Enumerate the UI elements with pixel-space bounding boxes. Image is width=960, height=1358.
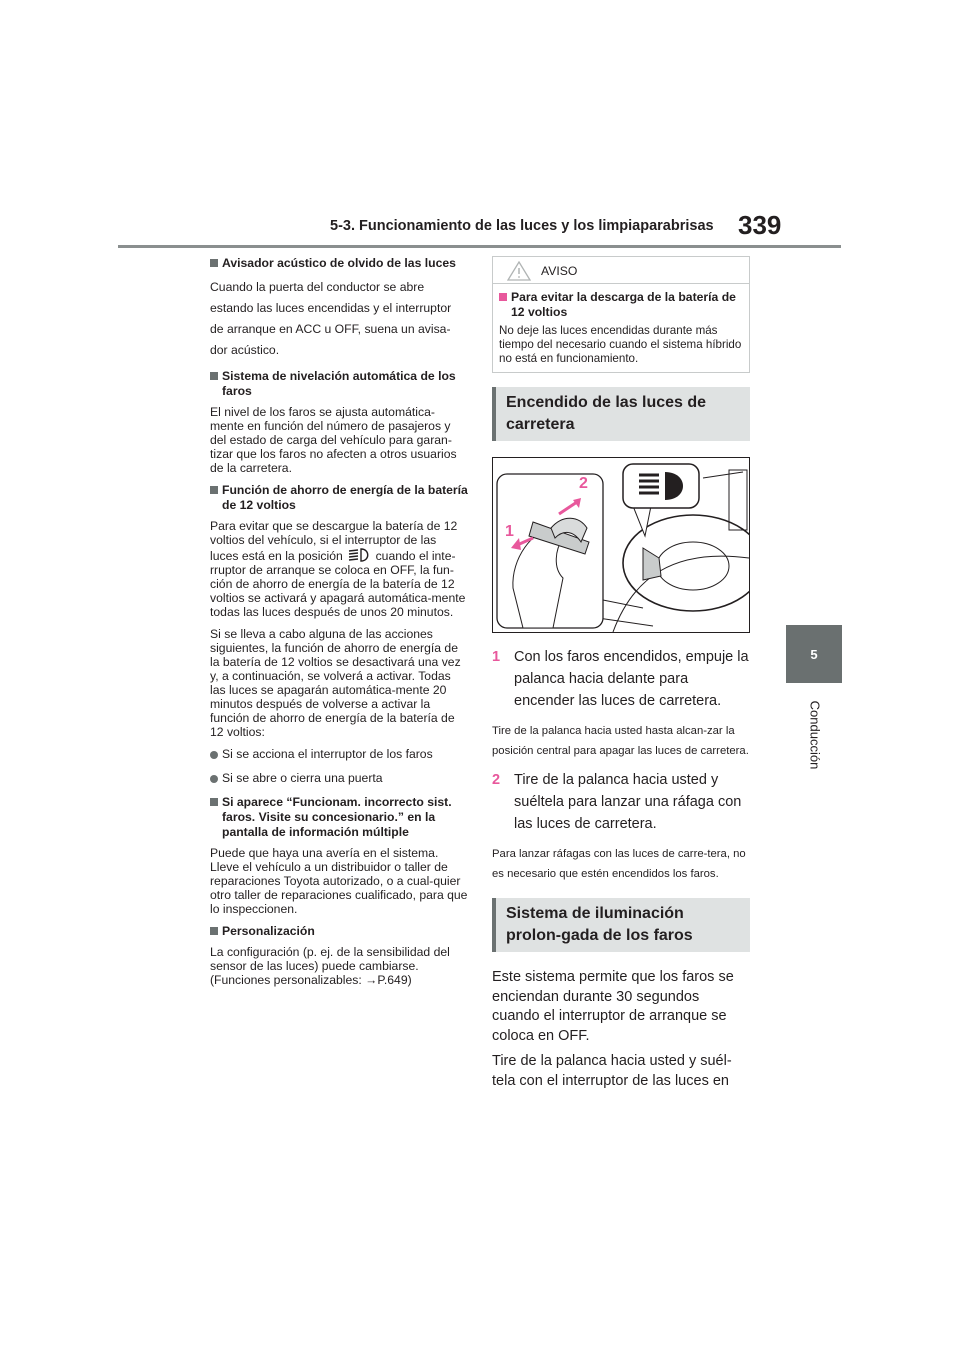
figure-label-1: 1 [505, 523, 514, 540]
lever-illustration [492, 457, 750, 633]
header-section-title: 5-3. Funcionamiento de las luces y los limpiaparabrisas [330, 218, 714, 234]
warning-title: AVISO [541, 264, 578, 278]
step-1-note: Tire de la palanca hacia usted hasta alcan-zar la posición central para apagar las luces de carretera. [492, 725, 749, 757]
paragraph: Este sistema permite que los faros se enciendan durante 30 segundos cuando el interruptor de arranque se coloca en OFF. [492, 969, 734, 1044]
warning-triangle-icon [507, 261, 531, 281]
heading-auto-leveling: Sistema de nivelación automática de los faros [210, 369, 468, 399]
paragraph: Puede que haya una avería en el sistema. Lleve el vehículo a un distribuidor o taller de reparaciones Toyota autorizado, o a cual-quier otro taller de reparaciones cualificado, para que lo inspeccionen. [210, 846, 468, 916]
heading-acoustic-warning: Avisador acústico de olvido de las luces [210, 256, 468, 271]
page-number: 339 [738, 210, 782, 240]
chapter-label-text: Conducción [807, 700, 823, 770]
warning-header [493, 257, 749, 284]
paragraph: La configuración (p. ej. de la sensibilidad del sensor de las luces) puede cambiarse. (Funciones personalizables: →P.649) [210, 945, 450, 987]
step-2: 2 Tire de la palanca hacia usted y suéltela para lanzar una ráfaga con las luces de carretera. [492, 772, 742, 832]
right-column [492, 256, 750, 1097]
warning-heading: Para evitar la descarga de la batería de 12 voltios [499, 290, 743, 320]
chapter-tab: 5 [786, 625, 842, 683]
bullet-item: Si se abre o cierra una puerta [210, 771, 468, 786]
paragraph: Para evitar que se descargue la batería de 12 voltios del vehículo, si el interruptor de las luces está en la posición cuando el inte-rruptor de arranque se coloca en OFF, la fun-ción de ahorro de energía de la batería de 12 voltios se activará y apagará automática-mente todas las luces después de unos 20 minutos. [210, 519, 466, 619]
section-high-beam: Encendido de las luces de carretera [492, 387, 750, 441]
step-2-note: Para lanzar ráfagas con las luces de carre-tera, no es necesario que estén encendidos los faros. [492, 848, 746, 880]
paragraph: Si se lleva a cabo alguna de las acciones siguientes, la función de ahorro de energía de la batería de 12 voltios se desactivará una vez y, a continuación, se volverá a activar. Todas las luces se apagarán automática-mente 20 minutos después de volverse a activar la función de ahorro de energía de la batería de 12 voltios: [210, 627, 461, 739]
left-column [210, 256, 468, 995]
chapter-label [806, 690, 824, 780]
header-rule [118, 245, 841, 248]
paragraph: Tire de la palanca hacia usted y suél-tela con el interruptor de las luces en [492, 1053, 732, 1089]
heading-malfunction-message: Si aparece “Funcionam. incorrecto sist. faros. Visite su concesionario.” en la pantalla de información múltiple [210, 795, 468, 840]
warning-box [492, 256, 750, 373]
heading-personalization: Personalización [210, 924, 468, 939]
step-1: 1 Con los faros encendidos, empuje la palanca hacia delante para encender las luces de carretera. [492, 649, 749, 709]
warning-text: No deje las luces encendidas durante más tiempo del necesario cuando el sistema híbrido no está en funcionamiento. [499, 324, 742, 365]
bullet-item: Si se acciona el interruptor de los faros [210, 747, 468, 762]
headlight-low-icon [346, 547, 372, 563]
paragraph: El nivel de los faros se ajusta automática-mente en función del número de pasajeros y del estado de carga del vehículo para garan-tizar que los faros no afecten a otros usuarios de la carretera. [210, 405, 457, 475]
paragraph: Cuando la puerta del conductor se abre estando las luces encendidas y el interruptor de arranque en ACC u OFF, suena un avisa-dor acústico. [210, 280, 452, 357]
section-extended-lighting: Sistema de iluminación prolon-gada de los faros [492, 898, 750, 952]
heading-battery-saver: Función de ahorro de energía de la batería de 12 voltios [210, 483, 468, 513]
figure-label-2: 2 [579, 475, 588, 492]
